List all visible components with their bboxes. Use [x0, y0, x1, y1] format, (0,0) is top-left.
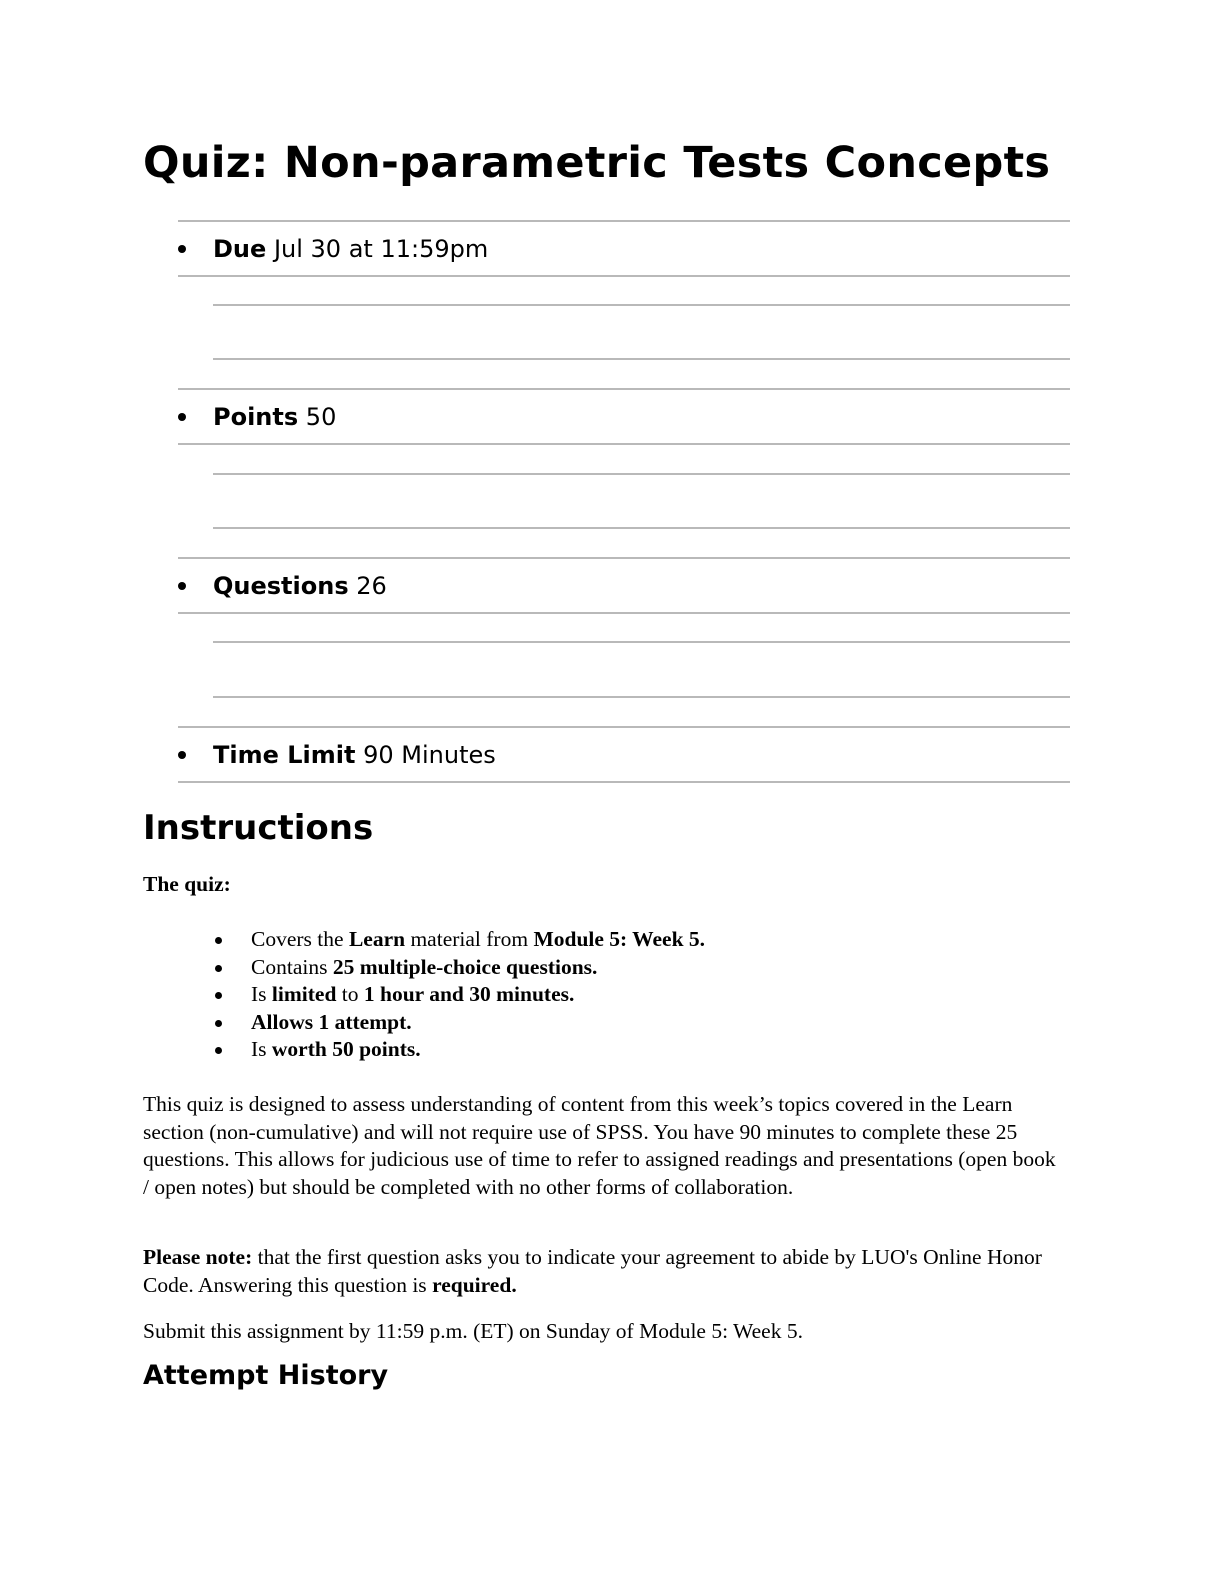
divider [213, 358, 1070, 360]
attempt-history-heading: Attempt History [143, 1360, 389, 1391]
list-item [213, 981, 705, 1009]
bullet-icon [178, 245, 186, 253]
divider [213, 527, 1070, 529]
bold-text: Learn [348, 927, 406, 951]
detail-due [178, 229, 488, 269]
detail-spacer [355, 741, 363, 769]
divider [178, 220, 1070, 222]
list-item [213, 954, 705, 982]
text-span: Is [251, 982, 272, 1006]
note-label: Please note: [143, 1245, 253, 1269]
divider [178, 557, 1070, 559]
divider [213, 473, 1070, 475]
detail-spacer [349, 572, 357, 600]
quiz-description: This quiz is designed to assess understanding of content from this week’s topics covered in the Learn section (non-cumulative) and will not require use of SPSS. You have 90 minutes to complete these 25 questions. This allows for judicious use of time to refer to assigned readings and presentations (open book / open notes) but should be completed with no other forms of collaboration. [143, 1092, 1056, 1199]
bold-text: . [699, 927, 706, 951]
note-text: that the first question asks you to indicate your agreement to abide by LUO's Online Honor Code. Answering this question is [143, 1245, 1042, 1297]
text-span: Is [251, 1037, 272, 1061]
bold-text: Module 5: Week 5 [533, 927, 700, 951]
detail-label: Due [213, 235, 267, 263]
detail-label: Questions [213, 572, 349, 600]
text-span: Covers the [251, 927, 349, 951]
text-span: Contains [251, 954, 333, 979]
instructions-heading: Instructions [143, 808, 374, 848]
divider [178, 781, 1070, 783]
divider [213, 696, 1070, 698]
bold-text: limited [271, 982, 337, 1006]
bold-text: Allows 1 attempt [251, 1009, 407, 1034]
page-title: Quiz: Non-parametric Tests Concepts [143, 138, 1051, 188]
bold-text: required [432, 1272, 512, 1297]
bold-text: worth 50 points [271, 1037, 416, 1061]
detail-spacer [266, 235, 274, 263]
bold-text: 25 multiple-choice questions [332, 954, 593, 979]
honor-code-note [143, 1244, 1063, 1299]
divider [213, 304, 1070, 306]
list-item [213, 926, 705, 954]
quiz-features-list [213, 926, 705, 1064]
detail-spacer [298, 403, 306, 431]
quiz-intro: The quiz: [143, 872, 231, 896]
detail-points [178, 397, 336, 437]
bullet-icon [178, 582, 186, 590]
bullet-icon [178, 751, 186, 759]
detail-questions [178, 566, 387, 606]
divider [178, 275, 1070, 277]
bullet-icon [178, 413, 186, 421]
divider [178, 726, 1070, 728]
bold-text: . [406, 1009, 412, 1034]
divider [178, 612, 1070, 614]
list-item [213, 1009, 705, 1037]
divider [178, 443, 1070, 445]
bold-text: . [592, 954, 598, 979]
bold-text: . [415, 1037, 421, 1061]
detail-label: Points [213, 403, 299, 431]
divider [213, 641, 1070, 643]
submit-deadline: Submit this assignment by 11:59 p.m. (ET) on Sunday of Module 5: Week 5. [143, 1319, 803, 1343]
detail-value: 26 [356, 572, 387, 600]
text-span: material from [405, 927, 534, 951]
list-item [213, 1036, 705, 1064]
detail-value: 50 [305, 403, 337, 431]
bold-text: . [569, 982, 575, 1006]
detail-value: 90 Minutes [363, 741, 496, 769]
divider [178, 388, 1070, 390]
bold-text: . [511, 1272, 517, 1297]
detail-label: Time Limit [213, 741, 356, 769]
detail-time-limit [178, 735, 496, 775]
bold-text: 1 hour and 30 minutes [363, 982, 569, 1006]
text-span: to [336, 982, 364, 1006]
detail-value: Jul 30 at 11:59pm [273, 235, 489, 263]
